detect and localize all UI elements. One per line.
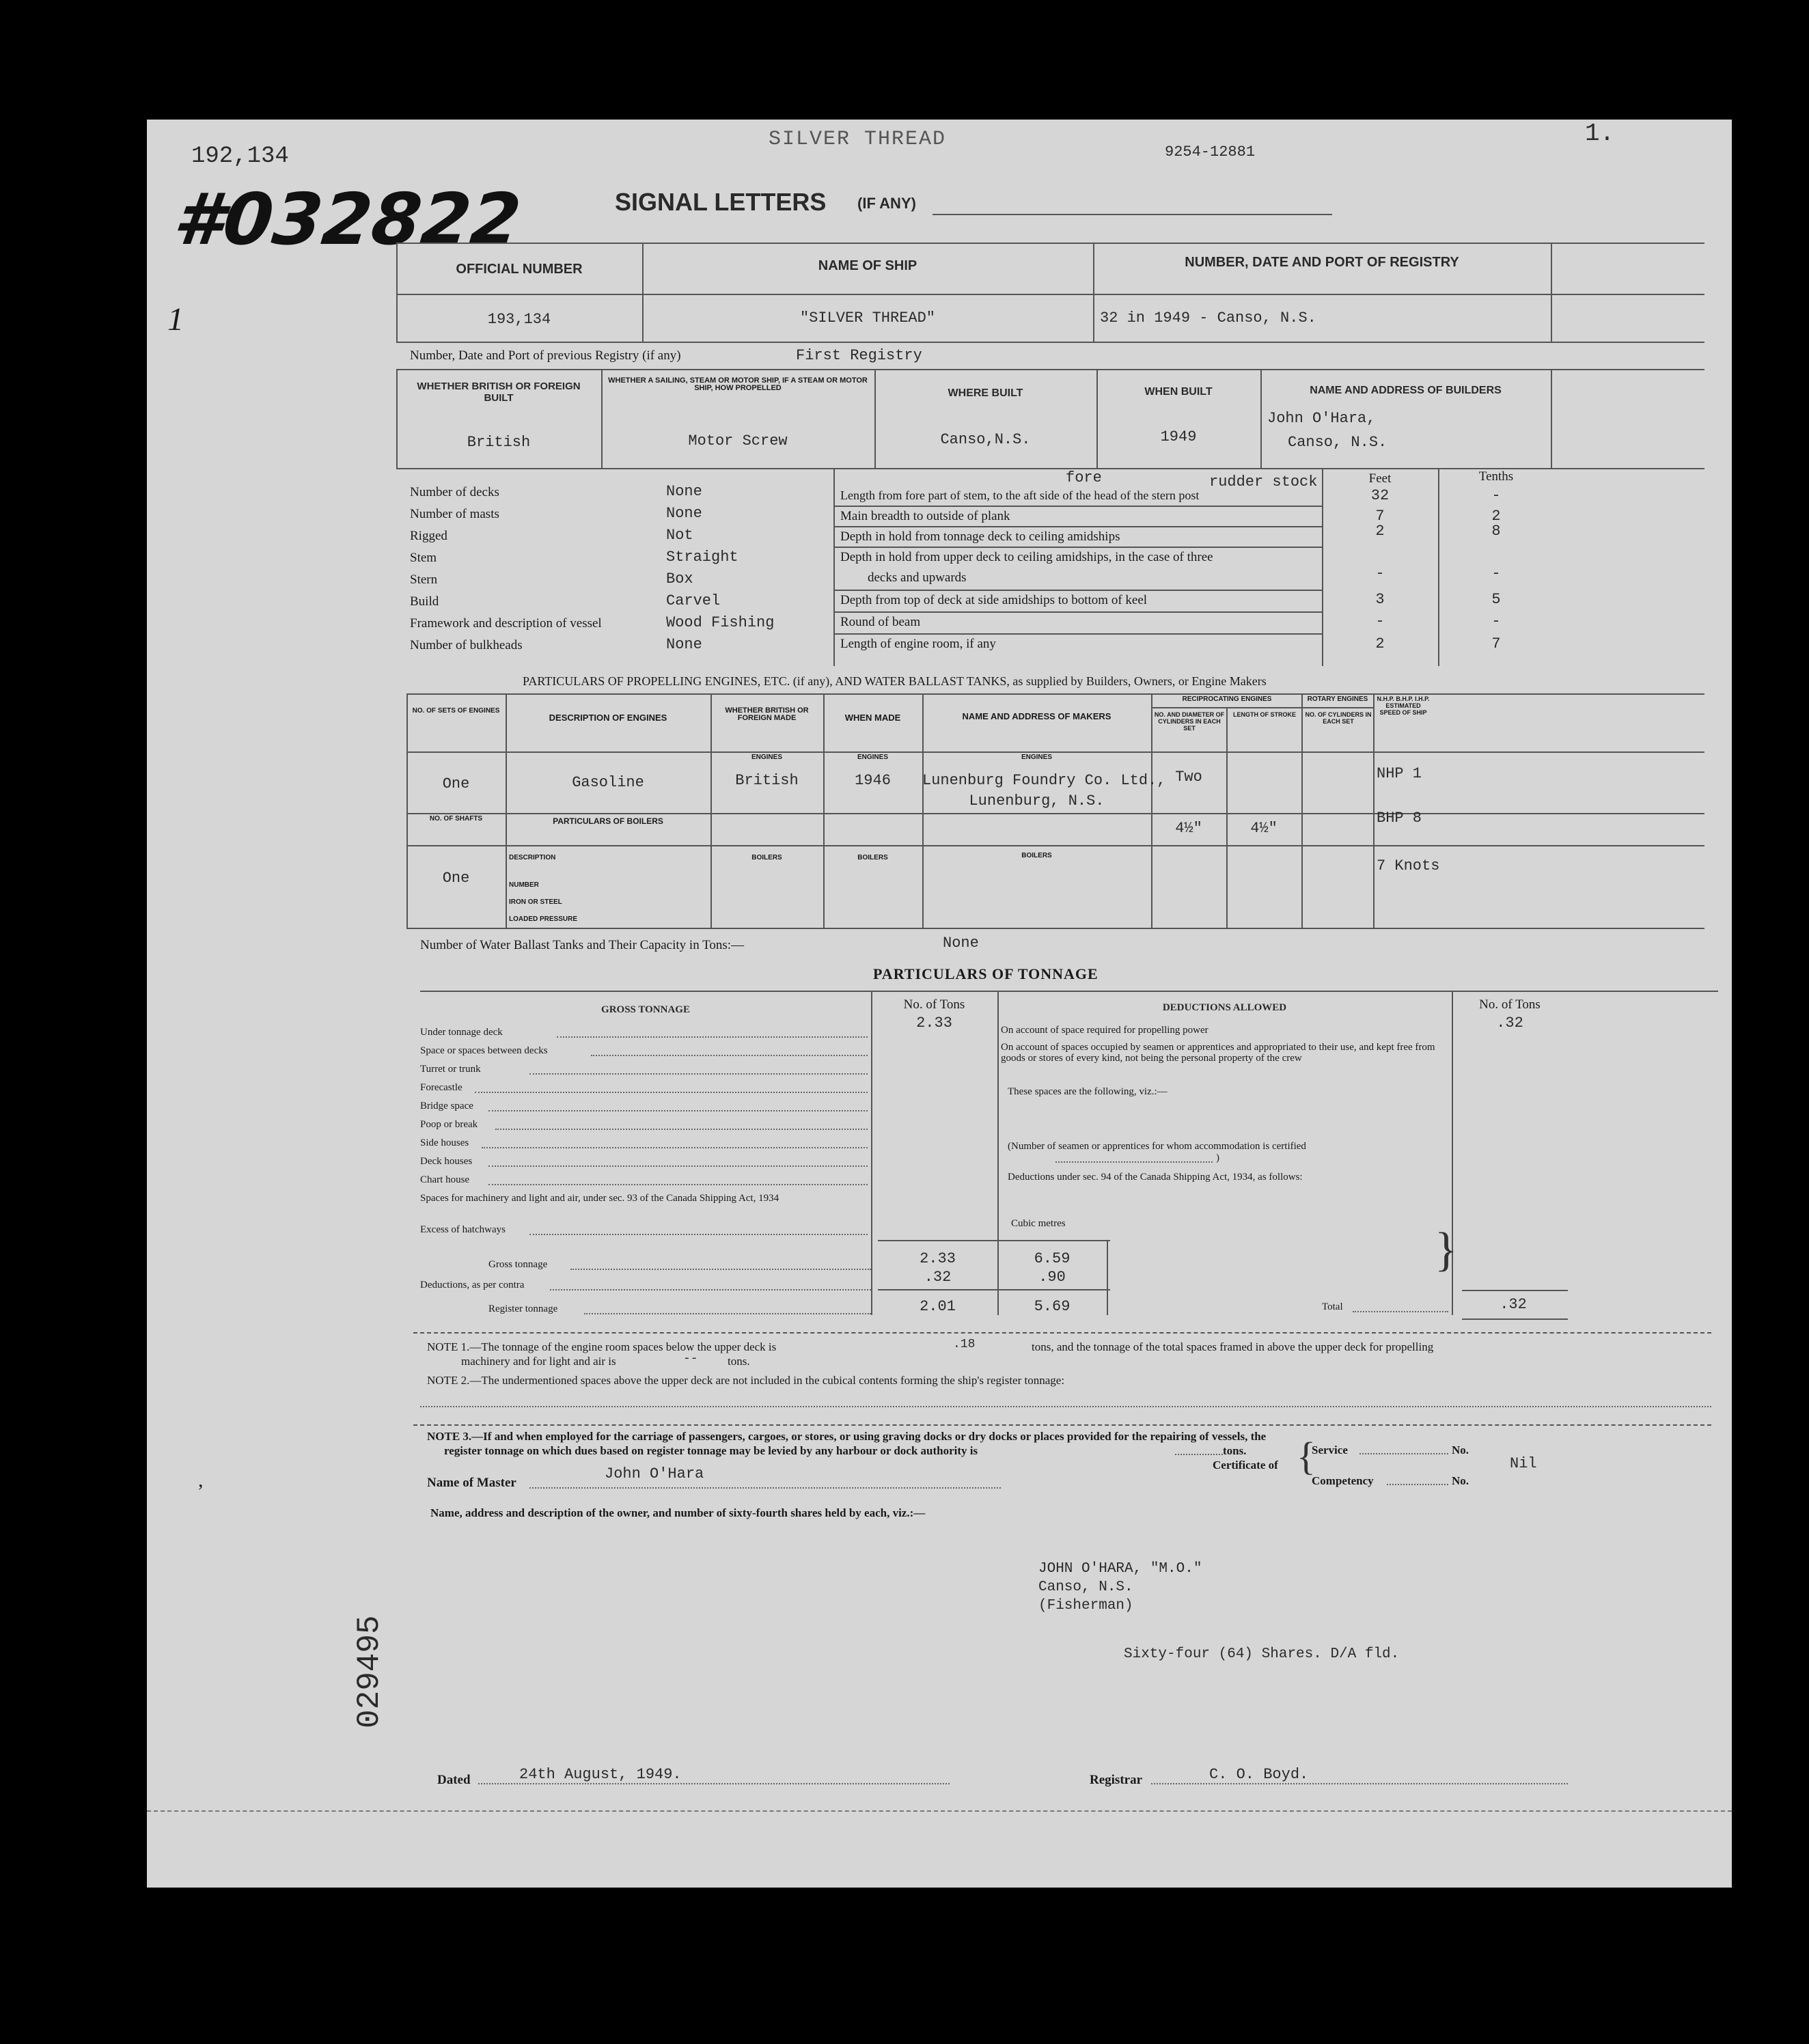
engine-makers-header: NAME AND ADDRESS OF MAKERS xyxy=(962,711,1111,721)
dated-label: Dated xyxy=(437,1773,471,1787)
engine-sets: One xyxy=(442,775,470,792)
sub-boilers: BOILERS xyxy=(857,854,888,861)
dimension-feet: 32 xyxy=(1370,487,1390,504)
sub-boilers: BOILERS xyxy=(751,854,782,861)
propulsion-value: Motor Screw xyxy=(688,432,788,450)
rotary-engines-header: ROTARY ENGINES xyxy=(1307,695,1368,703)
gross-cubic-metres: 6.59 xyxy=(1034,1250,1071,1267)
master-label: Name of Master xyxy=(427,1476,516,1490)
stroke-header: LENGTH OF STROKE xyxy=(1233,711,1296,718)
register-cubic-metres: 5.69 xyxy=(1034,1298,1071,1315)
file-reference: 9254-12881 xyxy=(1165,143,1256,161)
particular-value: None xyxy=(666,505,702,522)
owner-name: JOHN O'HARA, "M.O." xyxy=(1038,1561,1202,1577)
gross-item: Deck houses xyxy=(420,1156,473,1167)
cylinders-header: NO. AND DIAMETER OF CYLINDERS IN EACH SET xyxy=(1154,711,1225,732)
dimension-tenths: 8 xyxy=(1491,523,1501,540)
dimension-tenths: - xyxy=(1491,487,1501,504)
dimension-label: Length of engine room, if any xyxy=(840,637,996,651)
particular-value: Carvel xyxy=(666,592,721,609)
deduction-text: On account of space required for propelling power xyxy=(1001,1025,1209,1036)
insert-fore: fore xyxy=(1066,469,1102,486)
top-number: 192,134 xyxy=(191,143,289,169)
when-built-header: WHEN BUILT xyxy=(1144,386,1213,398)
note1-text-cont: tons, and the tonnage of the total spaces framed in above the upper deck for propelling xyxy=(1032,1340,1434,1353)
gross-item: Side houses xyxy=(420,1137,469,1148)
master-name: John O'Hara xyxy=(605,1465,704,1482)
dimension-tenths: 2 xyxy=(1491,508,1501,525)
engine-maker-name: Lunenburg Foundry Co. Ltd., xyxy=(922,772,1166,789)
previous-registry-label: Number, Date and Port of previous Registry (if any) xyxy=(410,348,681,363)
ballast-label: Number of Water Ballast Tanks and Their Capacity in Tons:— xyxy=(420,938,745,952)
service-label: Service xyxy=(1312,1444,1348,1456)
owner-address: Canso, N.S. xyxy=(1038,1579,1133,1595)
dimension-label: Depth in hold from upper deck to ceiling amidships, in the case of three xyxy=(840,550,1213,564)
competency-label: Competency xyxy=(1312,1474,1374,1487)
particular-label: Number of masts xyxy=(410,507,499,521)
builders-header: NAME AND ADDRESS OF BUILDERS xyxy=(1310,385,1502,396)
engine-when: 1946 xyxy=(855,772,891,789)
gross-item: Turret or trunk xyxy=(420,1064,481,1075)
gross-item: Excess of hatchways xyxy=(420,1224,506,1235)
punch-mark: , xyxy=(198,1469,204,1491)
gross-item: Chart house xyxy=(420,1174,470,1185)
sub-engines: ENGINES xyxy=(1021,754,1052,761)
particular-value: Box xyxy=(666,570,693,588)
ballast-value: None xyxy=(943,935,979,952)
deduction-text: Cubic metres xyxy=(1011,1218,1066,1229)
official-number-header: OFFICIAL NUMBER xyxy=(456,262,583,277)
gross-item: Bridge space xyxy=(420,1101,473,1111)
deduction-text: On account of spaces occupied by seamen or apprentices and appropriated to their use, and kept free from goods or stores of every kind, not being the personal property of the crew xyxy=(1001,1042,1435,1064)
gross-item: Forecastle xyxy=(420,1082,462,1093)
previous-registry-value: First Registry xyxy=(796,347,922,364)
note2-text: NOTE 2.—The undermentioned spaces above the upper deck are not included in the cubical contents forming the ship's register tonnage: xyxy=(427,1374,1065,1387)
stroke-length: 4½" xyxy=(1250,820,1278,837)
engines-section-title: PARTICULARS OF PROPELLING ENGINES, ETC. (if any), AND WATER BALLAST TANKS, as supplied by Builders, Owners, or Engine Makers xyxy=(523,674,1267,688)
particular-label: Framework and description of vessel xyxy=(410,616,602,631)
particular-label: Number of bulkheads xyxy=(410,638,523,652)
dimension-feet: - xyxy=(1375,565,1385,582)
competency-no-label: No. xyxy=(1452,1474,1469,1487)
engine-description-header: DESCRIPTION OF ENGINES xyxy=(549,713,667,723)
gross-tonnage-header: GROSS TONNAGE xyxy=(601,1004,690,1015)
engine-british: British xyxy=(735,772,799,789)
gross-item: Spaces for machinery and light and air, under sec. 93 of the Canada Shipping Act, 1934 xyxy=(420,1193,779,1204)
note1-framed-tons: -- xyxy=(683,1352,698,1366)
dimension-tenths: 5 xyxy=(1491,591,1501,608)
shafts-header: NO. OF SHAFTS xyxy=(429,815,483,823)
page-number: 1. xyxy=(1585,120,1615,148)
tonnage-title: PARTICULARS OF TONNAGE xyxy=(873,965,1099,982)
engine-maker-address: Lunenburg, N.S. xyxy=(969,792,1105,810)
under-deck-tons: 2.33 xyxy=(916,1014,952,1032)
registrar-label: Registrar xyxy=(1090,1773,1143,1787)
boiler-row-label: LOADED PRESSURE xyxy=(509,915,578,923)
registry-header: NUMBER, DATE AND PORT OF REGISTRY xyxy=(1185,255,1459,270)
note3-text-line2: register tonnage on which dues based on register tonnage may be levied by any harbour or dock authority is xyxy=(444,1444,978,1457)
rotary-cylinders-header: NO. OF CYLINDERS IN EACH SET xyxy=(1305,711,1372,725)
dimension-label-cont: decks and upwards xyxy=(868,570,967,585)
registry-value: 32 in 1949 - Canso, N.S. xyxy=(1100,309,1316,327)
when-built-value: 1949 xyxy=(1160,428,1197,445)
british-built-value: British xyxy=(467,434,531,451)
ship-name: "SILVER THREAD" xyxy=(799,309,936,327)
where-built-header: WHERE BUILT xyxy=(948,387,1023,399)
particular-label: Stem xyxy=(410,551,437,565)
particular-label: Number of decks xyxy=(410,485,499,499)
boilers-header: PARTICULARS OF BOILERS xyxy=(553,816,663,826)
sets-header: NO. OF SETS OF ENGINES xyxy=(412,707,500,715)
owner-label: Name, address and description of the owner, and number of sixty-fourth shares held by each, viz.:— xyxy=(430,1506,926,1519)
dimension-tenths: - xyxy=(1491,613,1501,630)
deductions-contra-label: Deductions, as per contra xyxy=(420,1280,525,1290)
sub-engines: ENGINES xyxy=(751,754,782,761)
note3-tons: tons. xyxy=(1223,1444,1247,1457)
sub-engines: ENGINES xyxy=(857,754,888,761)
owner-occupation: (Fisherman) xyxy=(1038,1598,1133,1614)
signal-letters-suffix: (IF ANY) xyxy=(857,195,916,212)
note1-text: NOTE 1.—The tonnage of the engine room spaces below the upper deck is xyxy=(427,1340,777,1353)
shafts-value: One xyxy=(442,870,470,887)
deduction-tons-header: No. of Tons xyxy=(1479,997,1541,1012)
nhp-value: NHP 1 xyxy=(1377,765,1422,782)
recip-engines-header: RECIPROCATING ENGINES xyxy=(1182,695,1272,703)
propulsion-header: WHETHER A SAILING, STEAM OR MOTOR SHIP, IF A STEAM OR MOTOR SHIP, HOW PROPELLED xyxy=(608,376,868,392)
boiler-row-label: DESCRIPTION xyxy=(509,854,556,861)
side-stamp: 029495 xyxy=(352,1615,387,1728)
gross-item: Poop or break xyxy=(420,1119,478,1130)
deduction-text: These spaces are the following, viz.:— xyxy=(1008,1086,1168,1097)
tons-header: No. of Tons xyxy=(903,997,965,1012)
gross-item: Under tonnage deck xyxy=(420,1027,503,1038)
horsepower-header: N.H.P. B.H.P. I.H.P. ESTIMATED SPEED OF SHIP xyxy=(1377,695,1430,716)
note1-tons: tons. xyxy=(728,1355,750,1368)
note1-text-line2: machinery and for light and air is xyxy=(461,1355,616,1368)
insert-rudder-stock: rudder stock xyxy=(1209,473,1318,491)
deductions-header: DEDUCTIONS ALLOWED xyxy=(1162,1002,1287,1013)
signal-letters-label: SIGNAL LETTERS xyxy=(615,188,827,216)
note3-text: NOTE 3.—If and when employed for the carriage of passengers, cargoes, or stores, or using graving docks or dry docks or places provided for the repairing of vessels, the xyxy=(427,1430,1267,1443)
ship-name-header: NAME OF SHIP xyxy=(818,258,917,273)
gross-tonnage-label: Gross tonnage xyxy=(488,1259,548,1270)
builder-address: Canso, N.S. xyxy=(1288,434,1387,451)
handwritten-number: #032822 xyxy=(169,178,525,261)
engine-when-header: WHEN MADE xyxy=(844,713,901,723)
particular-label: Rigged xyxy=(410,529,447,543)
total-label: Total xyxy=(1322,1301,1343,1312)
dated-value: 24th August, 1949. xyxy=(519,1766,682,1783)
dimension-label: Round of beam xyxy=(840,615,921,629)
deductions-tons: .32 xyxy=(924,1269,952,1286)
deduction-text: (Number of seamen or apprentices for whom accommodation is certified xyxy=(1008,1141,1306,1152)
speed-value: 7 Knots xyxy=(1377,857,1440,874)
boiler-row-label: IRON OR STEEL xyxy=(509,898,562,906)
signal-letters-line xyxy=(933,214,1332,215)
engine-cylinders: Two xyxy=(1175,769,1202,786)
dimension-label: Main breadth to outside of plank xyxy=(840,509,1010,523)
registry-document: 192,134 SILVER THREAD 9254-12881 1. #032822 SIGNAL LETTERS (IF ANY) 1 029495 , OFFICIAL NUMBER NAME OF SHIP NUMBER, DATE AND PORT OF REGISTRY 193,134 "SILVER THREAD" 32 in 1949 - Canso, N.S. Number, Date and Port of previous Registry (if any) First Registry WHETHER BRITISH OR FOREIGN BUILT WHETHER A SAILING, STEAM OR MOTOR SHIP, IF A STEAM OR MOTOR SHIP, HOW PROPELLED WHERE BUILT WHEN BUILT NAME AND ADDRESS OF BUILDERS British Motor Screw Canso,N.S. 1949 John O'Hara, Canso, N.S. fore rudder stock Feet Tenths Number of decks None Number of masts None Rigged Not Stem Straight Stern Box Build Carvel Framework and description of vessel Wood Fishing Number of bulkheads None Length from fore part of stem, to the aft side of the head of the stern post 32 - Main breadth to outside of plank 7 2 Depth in hold from tonnage deck to ceiling amidships 2 8 Depth in hold from upper deck to ceiling amidships, in the case of three decks and upwards - - Depth from top of deck at side amidships to bottom of keel 3 5 Round of beam - - Length of engine room, if any 2 7 PARTICULARS OF PROPELLING ENGINES, ETC. (if any), AND WATER BALLAST TANKS, as supplied by Builders, Owners, or Engine Makers NO. OF SETS OF ENGINES DESCRIPTION OF ENGINES WHETHER BRITISH OR FOREIGN MADE WHEN MADE NAME AND ADDRESS OF MAKERS RECIPROCATING ENGINES ROTARY ENGINES NO. AND DIAMETER OF CYLINDERS IN EACH SET LENGTH OF STROKE NO. OF CYLINDERS IN EACH SET N.H.P. B.H.P. I.H.P. ESTIMATED SPEED OF SHIP ENGINES ENGINES ENGINES One Gasoline British 1946 Lunenburg Foundry Co. Ltd., Lunenburg, N.S. Two 4½" 4½" NHP 1 BHP 8 7 Knots NO. OF SHAFTS PARTICULARS OF BOILERS One DESCRIPTION NUMBER IRON OR STEEL LOADED PRESSURE BOILERS BOILERS BOILERS Number of Water Ballast Tanks and Their Capacity in Tons:— None PARTICULARS OF TONNAGE GROSS TONNAGE No. of Tons DEDUCTIONS ALLOWED No. of Tons 2.33 .32 Under tonnage deck Space or spaces between decks Turret or trunk Forecastle Bridge space Poop or break Side houses Deck houses Chart house Spaces for machinery and light and air, under sec. 93 of the Canada Shipping Act, 1934 Excess of hatchways On account of space required for propelling power On account of spaces occupied by seamen or apprentices and appropriated to their use, and kept free from goods or stores of every kind, not being the personal property of the crew These spaces are the following, viz.:— (Number of seamen or apprentices for whom accommodation is certified ) Deductions under sec. 94 of the Canada Shipping Act, 1934, as follows: Cubic metres Gross tonnage Deductions, as per contra Register tonnage 2.33 6.59 .32 .90 2.01 5.69 } Total .32 NOTE 1.—The tonnage of the engine room spaces below the upper deck is .18 tons, and the tonnage of the total spaces framed in above the upper deck for propelling machinery and for light and air is -- tons. NOTE 2.—The undermentioned spaces above the upper deck are not included in the cubical contents forming the ship's register tonnage: NOTE 3.—If and when employed for the carriage of passengers, cargoes, or stores, or using graving docks or dry docks or places provided for the repairing of vessels, the register tonnage on which dues based on register tonnage may be levied by any harbour or dock authority is tons. Certificate of { Service No. Competency No. Nil Name of Master John O'Hara Name, address and description of the owner, and number of sixty-fourth shares held by each, viz.:— JOHN O'HARA, "M.O." Canso, N.S. (Fisherman) Sixty-four (64) Shares. D/A fld. Dated 24th August, 1949. Registrar C. O. Boyd. xyxy=(147,120,1732,1888)
feet-header: Feet xyxy=(1368,471,1392,486)
dimension-feet: - xyxy=(1375,613,1385,630)
deduction-text: Deductions under sec. 94 of the Canada Shipping Act, 1934, as follows: xyxy=(1008,1172,1303,1183)
official-number: 193,134 xyxy=(487,311,551,328)
engine-description: Gasoline xyxy=(572,774,644,791)
certificate-label: Certificate of xyxy=(1213,1459,1278,1472)
particular-value: Straight xyxy=(666,549,738,566)
tenths-header: Tenths xyxy=(1478,469,1514,484)
british-built-header: WHETHER BRITISH OR FOREIGN BUILT xyxy=(417,381,581,404)
deduction-tons: .32 xyxy=(1496,1014,1523,1032)
dimension-label: Depth from top of deck at side amidships to bottom of keel xyxy=(840,593,1148,607)
particular-value: None xyxy=(666,483,702,500)
dimension-label: Length from fore part of stem, to the aft side of the head of the stern post xyxy=(840,488,1200,502)
dimension-feet: 3 xyxy=(1375,591,1385,608)
sub-boilers: BOILERS xyxy=(1021,852,1052,859)
deductions-cubic-metres: .90 xyxy=(1038,1269,1066,1286)
gross-item: Space or spaces between decks xyxy=(420,1045,548,1056)
total-tons: .32 xyxy=(1500,1296,1527,1313)
particular-value: Wood Fishing xyxy=(666,614,775,631)
side-mark: 1 xyxy=(167,301,184,337)
where-built-value: Canso,N.S. xyxy=(940,431,1031,448)
particular-label: Build xyxy=(410,594,439,609)
competency-number: Nil xyxy=(1510,1455,1537,1472)
register-tons: 2.01 xyxy=(920,1298,956,1315)
boiler-row-label: NUMBER xyxy=(509,881,539,889)
register-tonnage-label: Register tonnage xyxy=(488,1303,558,1314)
dimension-tenths: - xyxy=(1491,565,1501,582)
registrar-value: C. O. Boyd. xyxy=(1209,1766,1309,1783)
gross-tons: 2.33 xyxy=(920,1250,956,1267)
dimension-feet: 7 xyxy=(1375,508,1385,525)
particular-label: Stern xyxy=(410,572,438,587)
note1-engine-room-tons: .18 xyxy=(953,1338,976,1351)
dimension-tenths: 7 xyxy=(1491,635,1501,652)
service-no-label: No. xyxy=(1452,1444,1469,1456)
particular-value: Not xyxy=(666,527,693,544)
bhp-value: BHP 8 xyxy=(1377,810,1422,827)
dimension-label: Depth in hold from tonnage deck to ceiling amidships xyxy=(840,529,1120,544)
ship-name-stamp: SILVER THREAD xyxy=(769,128,947,151)
dimension-feet: 2 xyxy=(1375,523,1385,540)
particular-value: None xyxy=(666,636,702,653)
builder-name: John O'Hara, xyxy=(1267,410,1376,427)
cylinder-diameter: 4½" xyxy=(1175,820,1202,837)
dimension-feet: 2 xyxy=(1375,635,1385,652)
engine-british-header: WHETHER BRITISH OR FOREIGN MADE xyxy=(725,706,809,722)
owner-shares: Sixty-four (64) Shares. D/A fld. xyxy=(1124,1646,1400,1662)
